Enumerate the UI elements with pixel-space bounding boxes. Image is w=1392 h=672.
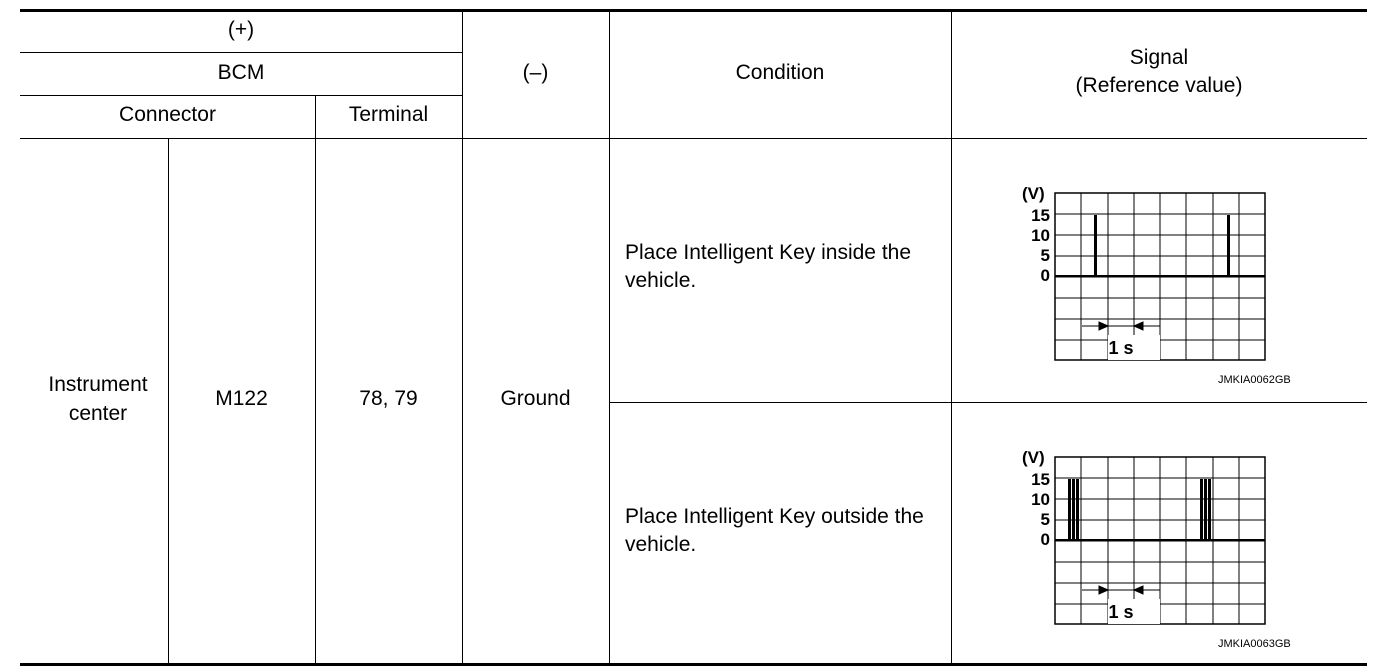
header-plus: (+) [227,18,255,41]
scope-tick-10: 10 [1031,490,1050,509]
scope-tick-5: 5 [1040,246,1050,265]
scope-time-label: 1 s [1108,602,1134,622]
header-condition: Condition [735,61,825,84]
table-top-rule [20,9,1367,12]
header-signal: Signal [1129,46,1189,69]
scope-unit-label: (V) [1022,448,1045,467]
oscilloscope-outside [1020,444,1270,630]
col-divider-condition [951,11,952,664]
scope-tick-0: 0 [1040,530,1050,549]
scope-time-label: 1 s [1108,338,1134,358]
condition-divider [609,402,1367,403]
scope-tick-0: 0 [1040,266,1050,285]
scope-tick-15: 15 [1031,206,1050,225]
location-line2: center [68,402,128,425]
terminal-value: 78, 79 [359,387,418,410]
scope-unit-label: (V) [1022,184,1045,203]
scope-tick-15: 15 [1031,470,1050,489]
condition-outside-text: Place Intelligent Key outside the vehicle. [625,505,924,556]
header-bcm: BCM [217,61,265,84]
figure-code-outside: JMKIA0063GB [1218,638,1291,650]
scope-pulses [1094,216,1231,276]
location-line1: Instrument [48,373,148,396]
ground-value: Ground [500,387,571,410]
header-terminal: Terminal [348,103,429,126]
header-bottom-rule [20,138,1367,139]
rule-below-bcm [20,95,462,96]
col-divider-terminal [462,11,463,664]
rule-below-plus [20,52,462,53]
figure-code-inside: JMKIA0062GB [1218,374,1291,386]
scope-pulse-train [1068,480,1213,540]
oscilloscope-inside [1020,180,1270,366]
header-signal-reference: (Reference value) [1075,74,1243,97]
table-bottom-rule [20,663,1367,666]
scope-tick-5: 5 [1040,510,1050,529]
col-divider-connector [315,95,316,664]
col-divider-ground [609,11,610,664]
scope-tick-10: 10 [1031,226,1050,245]
header-connector: Connector [119,103,216,126]
connector-value: M122 [215,387,268,410]
condition-inside-text: Place Intelligent Key inside the vehicle. [625,241,912,292]
header-minus: (–) [522,61,549,84]
